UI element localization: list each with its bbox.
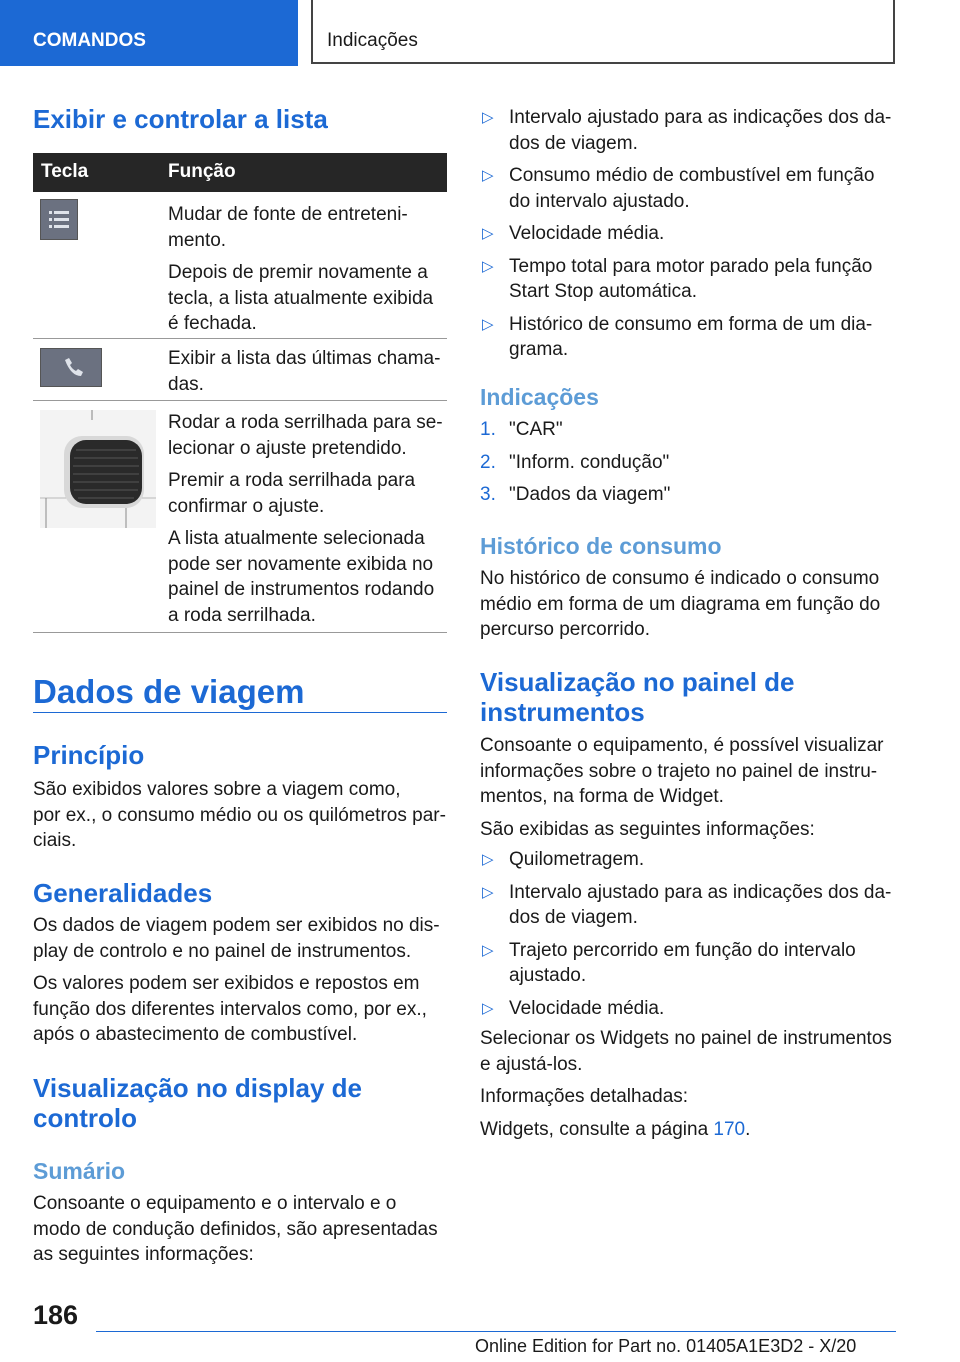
- row1-text: Mudar de fonte de entreteni- mento. Depois de premir novamente a tecla, a lista atualmente exibida é fechada.: [168, 204, 434, 334]
- list-item: ▷ Consumo médio de combustível em função do intervalo ajustado.: [482, 165, 875, 212]
- footer-rule: [96, 1331, 896, 1332]
- heading-rule: [33, 712, 447, 713]
- section-tab[interactable]: COMANDOS: [0, 0, 298, 66]
- thumbwheel-icon: [40, 410, 156, 528]
- triangle-bullet-icon: ▷: [482, 941, 494, 959]
- heading-consumption-history: Histórico de consumo: [480, 533, 722, 559]
- heading-general: Generalidades: [33, 878, 213, 908]
- chapter-tab[interactable]: Indicações: [311, 0, 895, 64]
- list-item: ▷ Intervalo ajustado para as indicações dos da- dos de viagem.: [482, 107, 892, 154]
- cluster-text: Consoante o equipamento, é possível visualizar informações sobre o trajeto no painel de instru- mentos, na forma de Widget. São exibidas as seguintes informações:: [480, 735, 884, 840]
- page-link-170[interactable]: 170: [713, 1118, 746, 1140]
- general-text: Os dados de viagem podem ser exibidos no dis- play de controlo e no painel de instrumentos. Os valores podem ser exibidos e repostos em função dos diferentes intervalos como, por ex., após o abastecimento de combustível.: [33, 915, 440, 1045]
- list-item: ▷ Intervalo ajustado para as indicações dos da- dos de viagem.: [482, 881, 892, 928]
- triangle-bullet-icon: ▷: [482, 225, 494, 242]
- table-divider: [33, 338, 447, 339]
- table-divider: [33, 632, 447, 633]
- heading-principle: Princípio: [33, 740, 145, 770]
- triangle-bullet-icon: ▷: [482, 257, 494, 275]
- list-item: ▷ Trajeto percorrido em função do intervalo ajustado.: [482, 939, 856, 986]
- row2-text: Exibir a lista das últimas chama- das.: [168, 348, 441, 395]
- list-icon: [40, 199, 78, 240]
- heading-instrument-cluster: Visualização no painel de instrumentos: [480, 667, 795, 727]
- heading-list-control: Exibir e controlar a lista: [33, 104, 328, 134]
- summary-bullet-list: [480, 105, 896, 363]
- heading-control-display: Visualização no display de controlo: [33, 1073, 362, 1133]
- edition-footer: Online Edition for Part no. 01405A1E3D2 - X/20: [475, 1336, 857, 1356]
- page-number: 186: [33, 1300, 79, 1330]
- list-item: ▷ Quilometragem.: [480, 847, 896, 873]
- list-item: 1. "CAR": [480, 419, 563, 440]
- heading-trip-data: Dados de viagem: [33, 673, 305, 710]
- triangle-bullet-icon: ▷: [482, 167, 494, 184]
- triangle-bullet-icon: ▷: [482, 109, 494, 126]
- cluster-bullet-list: [480, 847, 896, 1021]
- principle-text: São exibidos valores sobre a viagem como, por ex., o consumo médio ou os quilómetros par- ciais.: [33, 779, 446, 851]
- heading-indications: Indicações: [480, 384, 599, 410]
- summary-text: Consoante o equipamento e o intervalo e o modo de condução definidos, são apresentadas as seguintes informações:: [33, 1193, 438, 1265]
- row3-text: Rodar a roda serrilhada para se- lecionar o ajuste pretendido. Premir a roda serrilhada para confirmar o ajuste. A lista atualmente selecionada pode ser novamente exibida no painel de instrumentos rodando a roda serrilhada.: [168, 412, 443, 626]
- list-item: ▷ Tempo total para motor parado pela função Start Stop automática.: [482, 255, 873, 302]
- col-key-label: Tecla: [41, 161, 89, 182]
- page-header: [0, 0, 960, 66]
- table-divider: [33, 400, 447, 401]
- list-item: ▷ Velocidade média.: [480, 996, 896, 1022]
- select-widgets-text: Selecionar os Widgets no painel de instrumentos e ajustá-los. Informações detalhadas: Widgets, consulte a página 170.: [480, 1028, 892, 1140]
- phone-icon: [40, 348, 102, 387]
- steps-list: [480, 414, 896, 512]
- triangle-bullet-icon: ▷: [482, 851, 494, 868]
- triangle-bullet-icon: ▷: [482, 883, 494, 901]
- triangle-bullet-icon: ▷: [482, 315, 494, 333]
- list-item: 2. "Inform. condução": [480, 451, 670, 473]
- list-item: ▷ Velocidade média.: [480, 221, 896, 247]
- list-item: 3. "Dados da viagem": [480, 484, 671, 505]
- list-item: ▷ Histórico de consumo em forma de um dia- grama.: [482, 313, 873, 360]
- table-header: [33, 153, 447, 192]
- history-text: No histórico de consumo é indicado o consumo médio em forma de um diagrama em função do percurso percorrido.: [480, 568, 881, 640]
- col-function-label: Função: [168, 161, 236, 182]
- triangle-bullet-icon: ▷: [482, 999, 494, 1017]
- heading-summary: Sumário: [33, 1158, 126, 1184]
